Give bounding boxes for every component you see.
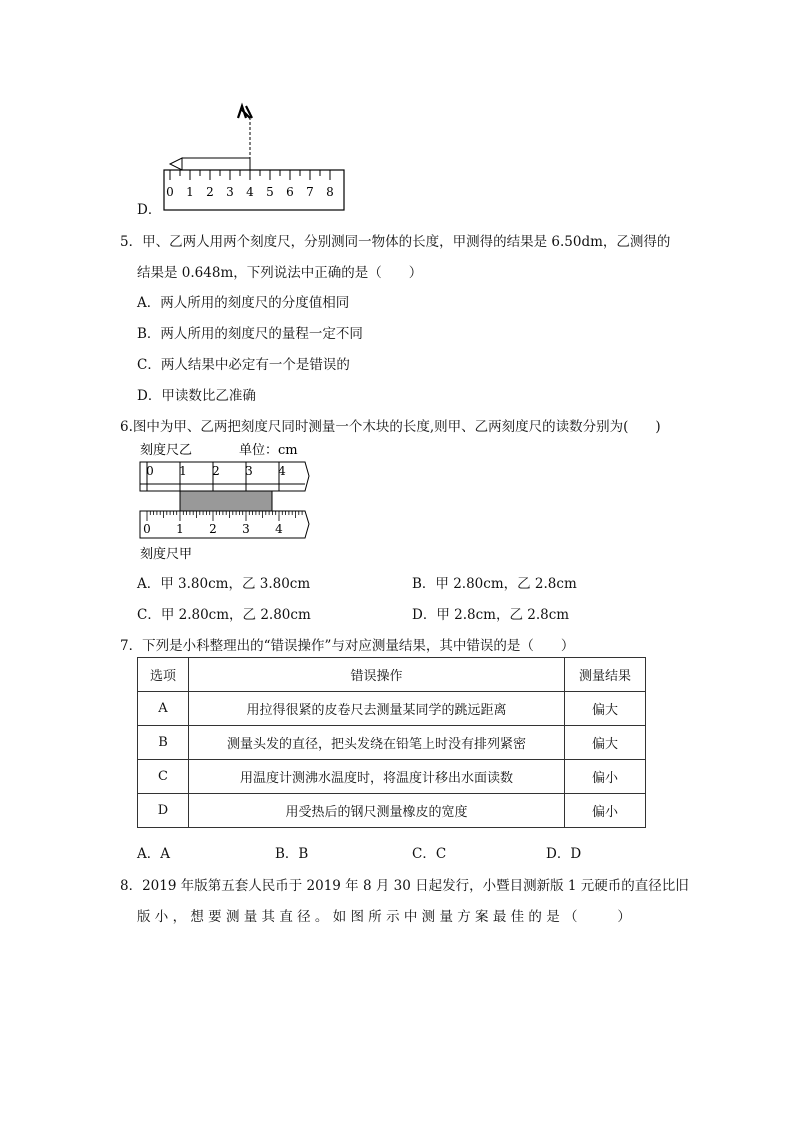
table-header-row <box>138 658 646 692</box>
ruler-tick-label: 6 <box>286 185 294 199</box>
row-option: A <box>138 692 189 726</box>
q6-option-b: B．甲 2.80cm，乙 2.8cm <box>412 576 577 592</box>
row-option: B <box>138 726 189 760</box>
q5-option-b: B．两人所用的刻度尺的量程一定不同 <box>137 326 363 342</box>
ruler-tick-label: 3 <box>245 464 253 478</box>
ruler-tick-label: 4 <box>275 522 283 536</box>
unit-label: 单位：cm <box>239 443 298 458</box>
row-operation: 用受热后的钢尺测量橡皮的宽度 <box>189 794 565 828</box>
ruler-tick-label: 1 <box>186 185 194 199</box>
ruler-tick-label: 1 <box>176 522 184 536</box>
q6-stem: 6.图中为甲、乙两把刻度尺同时测量一个木块的长度,则甲、乙两刻度尺的读数分别为( ) <box>120 419 661 435</box>
ruler-tick-label: 0 <box>143 522 151 536</box>
ruler-tick-label: 4 <box>246 185 254 199</box>
q4-ruler-figure <box>160 96 350 214</box>
table-row <box>138 726 646 760</box>
row-result: 偏大 <box>565 692 646 726</box>
ruler-tick-label: 2 <box>206 185 214 199</box>
q8-stem-line2: 版 小 ， 想 要 测 量 其 直 径 。 如 图 所 示 中 测 量 方 案 最 佳 的 是 （ ） <box>137 909 631 925</box>
ruler-tick-label: 8 <box>326 185 334 199</box>
row-option: C <box>138 760 189 794</box>
table-row <box>138 794 646 828</box>
table-row <box>138 692 646 726</box>
header-operation: 错误操作 <box>189 658 565 692</box>
object-arrow <box>170 158 250 170</box>
ruler-tick-label: 3 <box>242 522 250 536</box>
q5-option-a: A．两人所用的刻度尺的分度值相同 <box>137 295 350 311</box>
q7-option-c: C．C <box>412 846 447 862</box>
q8-stem-line1: 8．2019 年版第五套人民币于 2019 年 8 月 30 日起发行，小暨目测新版 1 元硬币的直径比旧 <box>120 878 689 894</box>
row-result: 偏大 <box>565 726 646 760</box>
ruler-tick-label: 0 <box>146 464 154 478</box>
q6-option-d: D．甲 2.8cm，乙 2.8cm <box>412 607 570 623</box>
ruler-tick-label: 4 <box>278 464 286 478</box>
ruler-tick-label: 0 <box>166 185 174 199</box>
ruler-tick-label: 1 <box>179 464 187 478</box>
row-result: 偏小 <box>565 794 646 828</box>
q7-option-a: A．A <box>137 846 170 862</box>
header-result: 测量结果 <box>565 658 646 692</box>
q5-option-d: D．甲读数比乙准确 <box>137 388 256 404</box>
ruler-tick-label: 2 <box>209 522 217 536</box>
ruler-tick-label: 5 <box>266 185 274 199</box>
ruler-yi-label: 刻度尺乙 <box>140 443 193 458</box>
ruler-jia <box>140 511 309 538</box>
row-result: 偏小 <box>565 760 646 794</box>
ruler-tick-label: 2 <box>212 464 220 478</box>
table-row <box>138 760 646 794</box>
row-operation: 用温度计测沸水温度时，将温度计移出水面读数 <box>189 760 565 794</box>
q7-stem: 7．下列是小科整理出的“错误操作”与对应测量结果，其中错误的是（ ） <box>120 638 575 654</box>
q7-table <box>137 657 646 828</box>
ruler-jia-label: 刻度尺甲 <box>140 547 193 562</box>
q4-option-d: D． <box>137 202 162 218</box>
q5-option-c: C．两人结果中必定有一个是错误的 <box>137 357 350 373</box>
q5-stem-line2: 结果是 0.648m，下列说法中正确的是（ ） <box>137 265 423 281</box>
q6-option-a: A．甲 3.80cm，乙 3.80cm <box>137 576 311 592</box>
wood-block <box>180 491 272 511</box>
q5-stem-line1: 5．甲、乙两人用两个刻度尺，分别测同一物体的长度，甲测得的结果是 6.50dm，乙测得的 <box>120 234 671 250</box>
ruler-tick-label: 3 <box>226 185 234 199</box>
row-option: D <box>138 794 189 828</box>
q6-ruler-figure <box>137 440 312 565</box>
row-operation: 用拉得很紧的皮卷尺去测量某同学的跳远距离 <box>189 692 565 726</box>
row-operation: 测量头发的直径，把头发绕在铅笔上时没有排列紧密 <box>189 726 565 760</box>
q7-option-d: D．D <box>546 846 582 862</box>
q7-option-b: B．B <box>275 846 309 862</box>
header-option: 选项 <box>138 658 189 692</box>
q6-option-c: C．甲 2.80cm，乙 2.80cm <box>137 607 311 623</box>
ruler-tick-label: 7 <box>306 185 314 199</box>
